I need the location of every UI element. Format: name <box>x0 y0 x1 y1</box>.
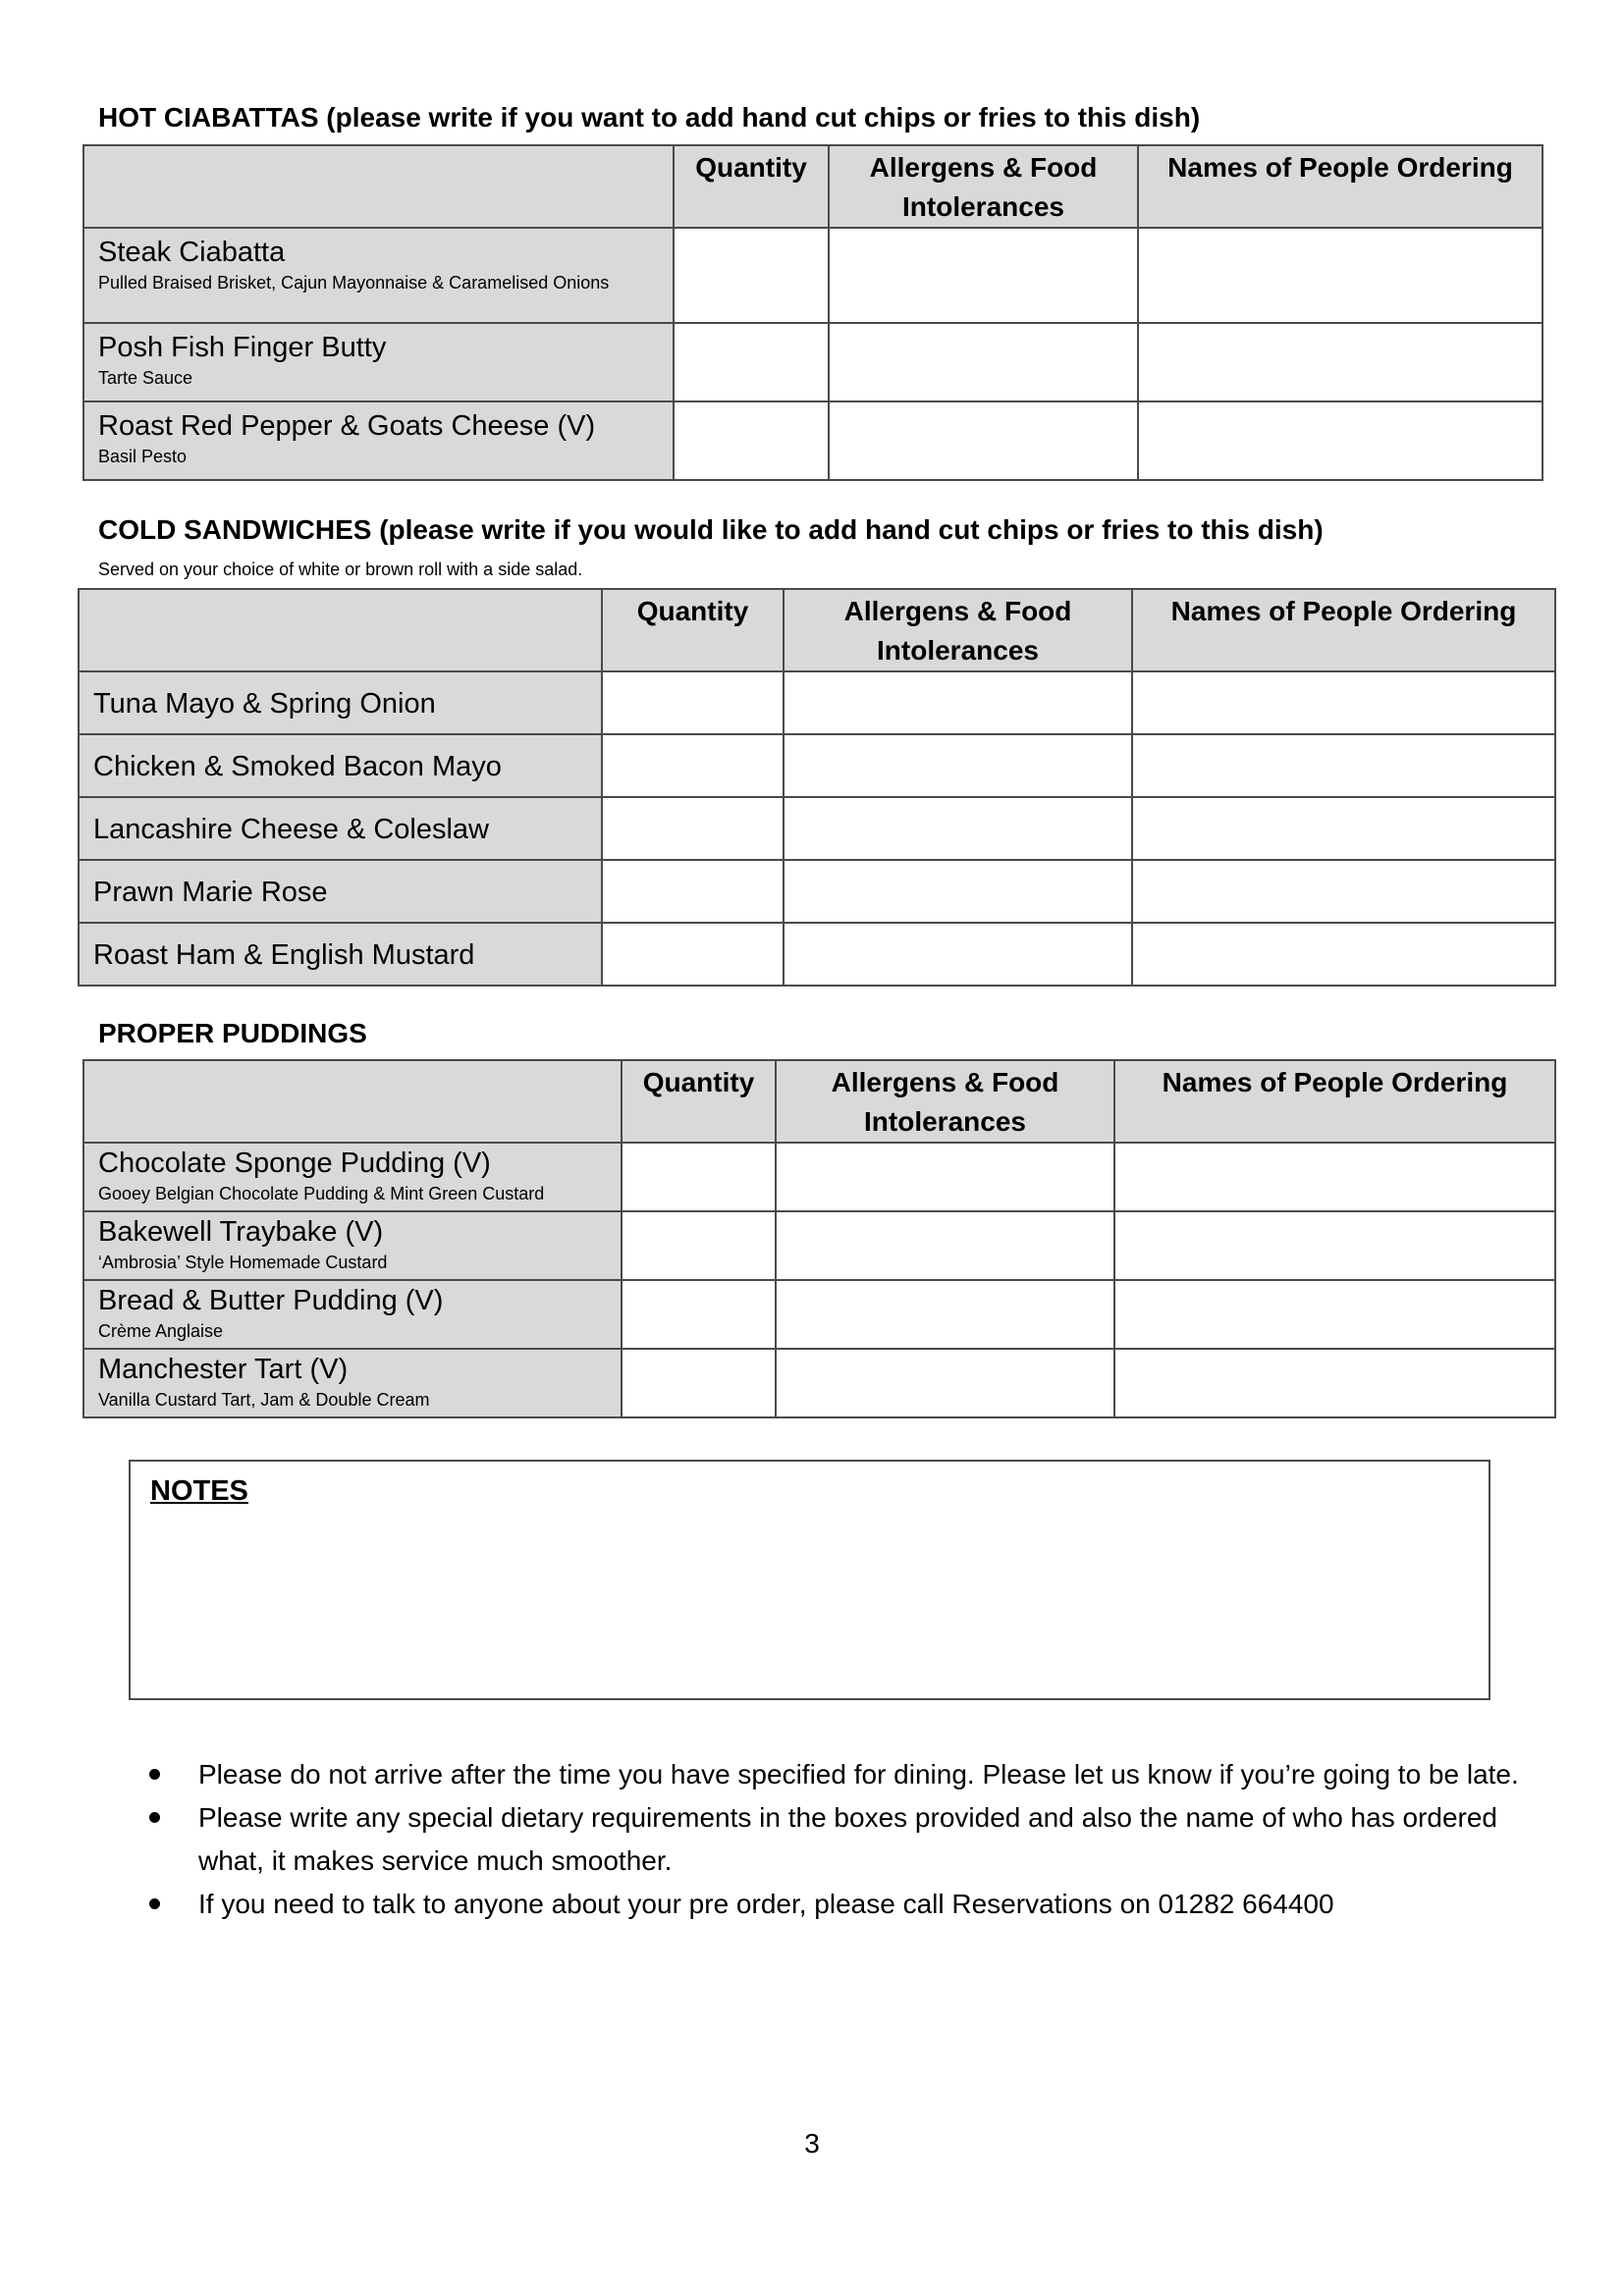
allergens-cell[interactable] <box>829 401 1138 480</box>
table-row <box>79 671 1555 734</box>
list-item: Please write any special dietary requirements in the boxes provided and also the name of who has ordered what, it makes service much smoother. <box>145 1796 1540 1883</box>
names-cell[interactable] <box>1114 1280 1555 1349</box>
notes-title: NOTES <box>150 1475 248 1507</box>
menu-item <box>79 797 602 860</box>
names-cell[interactable] <box>1132 797 1555 860</box>
item-name: Posh Fish Finger Butty <box>98 332 387 363</box>
instructions-list <box>145 1753 1540 1926</box>
allergens-cell[interactable] <box>829 323 1138 401</box>
quantity-column-header: Quantity <box>674 145 829 228</box>
item-description: Crème Anglaise <box>98 1321 224 1341</box>
allergens-cell[interactable] <box>784 860 1132 923</box>
names-column-header: Names of People Ordering <box>1132 589 1555 671</box>
quantity-cell[interactable] <box>602 797 784 860</box>
names-cell[interactable] <box>1132 671 1555 734</box>
cold-sandwiches-subtitle: Served on your choice of white or brown roll with a side salad. <box>98 560 583 579</box>
allergens-column-header: Allergens & Food Intolerances <box>829 145 1138 228</box>
table-row <box>79 860 1555 923</box>
quantity-cell[interactable] <box>602 671 784 734</box>
table-row <box>83 1211 1555 1280</box>
table-row <box>83 1143 1555 1211</box>
table-row <box>83 1280 1555 1349</box>
notes-box[interactable] <box>129 1460 1490 1700</box>
menu-item <box>79 860 602 923</box>
item-name: Roast Ham & English Mustard <box>93 939 475 971</box>
item-name: Roast Red Pepper & Goats Cheese (V) <box>98 410 596 442</box>
item-column-header <box>79 589 602 671</box>
table-header-row <box>83 1060 1555 1143</box>
item-name: Bread & Butter Pudding (V) <box>98 1285 444 1316</box>
item-column-header <box>83 145 674 228</box>
item-description: Vanilla Custard Tart, Jam & Double Cream <box>98 1390 430 1410</box>
list-item: Please do not arrive after the time you have specified for dining. Please let us know if you’re going to be late. <box>145 1753 1540 1796</box>
hot-ciabattas-title: HOT CIABATTAS (please write if you want to add hand cut chips or fries to this dish) <box>98 102 1201 133</box>
page-number: 3 <box>804 2128 820 2159</box>
names-cell[interactable] <box>1132 734 1555 797</box>
table-row <box>79 923 1555 986</box>
table-row <box>79 797 1555 860</box>
allergens-cell[interactable] <box>776 1280 1114 1349</box>
names-cell[interactable] <box>1114 1211 1555 1280</box>
list-item: If you need to talk to anyone about your pre order, please call Reservations on 01282 664400 <box>145 1883 1540 1926</box>
hot-ciabattas-table <box>82 144 1543 481</box>
item-description: Gooey Belgian Chocolate Pudding & Mint Green Custard <box>98 1184 545 1203</box>
item-name: Prawn Marie Rose <box>93 877 328 908</box>
item-description: Tarte Sauce <box>98 368 193 388</box>
names-cell[interactable] <box>1114 1349 1555 1417</box>
item-name: Manchester Tart (V) <box>98 1354 349 1385</box>
item-column-header <box>83 1060 622 1143</box>
proper-puddings-table <box>82 1059 1556 1418</box>
proper-puddings-title: PROPER PUDDINGS <box>98 1018 367 1048</box>
item-description: Pulled Braised Brisket, Cajun Mayonnaise & Caramelised Onions <box>98 273 610 293</box>
quantity-column-header: Quantity <box>622 1060 776 1143</box>
menu-item <box>83 228 674 323</box>
quantity-cell[interactable] <box>674 323 829 401</box>
item-name: Tuna Mayo & Spring Onion <box>93 688 436 720</box>
names-cell[interactable] <box>1132 860 1555 923</box>
cold-sandwiches-title: COLD SANDWICHES (please write if you would like to add hand cut chips or fries to this dish) <box>98 514 1324 545</box>
names-cell[interactable] <box>1138 401 1543 480</box>
allergens-cell[interactable] <box>784 671 1132 734</box>
menu-item <box>83 323 674 401</box>
item-description: ‘Ambrosia’ Style Homemade Custard <box>98 1253 388 1272</box>
item-name: Chocolate Sponge Pudding (V) <box>98 1148 491 1179</box>
names-cell[interactable] <box>1138 228 1543 323</box>
table-header-row <box>83 145 1543 228</box>
quantity-cell[interactable] <box>602 734 784 797</box>
item-description: Basil Pesto <box>98 447 188 466</box>
menu-item <box>83 401 674 480</box>
table-row <box>79 734 1555 797</box>
quantity-cell[interactable] <box>674 401 829 480</box>
menu-item <box>79 671 602 734</box>
names-cell[interactable] <box>1138 323 1543 401</box>
menu-item <box>83 1280 622 1349</box>
item-name: Chicken & Smoked Bacon Mayo <box>93 751 502 782</box>
menu-item <box>79 923 602 986</box>
allergens-cell[interactable] <box>776 1211 1114 1280</box>
allergens-cell[interactable] <box>784 923 1132 986</box>
item-name: Steak Ciabatta <box>98 237 286 268</box>
allergens-column-header: Allergens & Food Intolerances <box>776 1060 1114 1143</box>
quantity-cell[interactable] <box>622 1143 776 1211</box>
names-column-header: Names of People Ordering <box>1138 145 1543 228</box>
quantity-cell[interactable] <box>602 860 784 923</box>
quantity-cell[interactable] <box>622 1211 776 1280</box>
menu-item <box>83 1143 622 1211</box>
menu-item <box>83 1349 622 1417</box>
allergens-cell[interactable] <box>784 734 1132 797</box>
names-cell[interactable] <box>1114 1143 1555 1211</box>
quantity-cell[interactable] <box>602 923 784 986</box>
menu-item <box>79 734 602 797</box>
table-row <box>83 323 1543 401</box>
table-row <box>83 228 1543 323</box>
table-row <box>83 401 1543 480</box>
table-header-row <box>79 589 1555 671</box>
quantity-cell[interactable] <box>674 228 829 323</box>
table-row <box>83 1349 1555 1417</box>
allergens-column-header: Allergens & Food Intolerances <box>784 589 1132 671</box>
item-name: Lancashire Cheese & Coleslaw <box>93 814 489 845</box>
quantity-cell[interactable] <box>622 1349 776 1417</box>
quantity-cell[interactable] <box>622 1280 776 1349</box>
allergens-cell[interactable] <box>784 797 1132 860</box>
cold-sandwiches-table <box>78 588 1556 987</box>
item-name: Bakewell Traybake (V) <box>98 1216 384 1248</box>
menu-item <box>83 1211 622 1280</box>
allergens-cell[interactable] <box>829 228 1138 323</box>
quantity-column-header: Quantity <box>602 589 784 671</box>
names-cell[interactable] <box>1132 923 1555 986</box>
names-column-header: Names of People Ordering <box>1114 1060 1555 1143</box>
allergens-cell[interactable] <box>776 1349 1114 1417</box>
allergens-cell[interactable] <box>776 1143 1114 1211</box>
